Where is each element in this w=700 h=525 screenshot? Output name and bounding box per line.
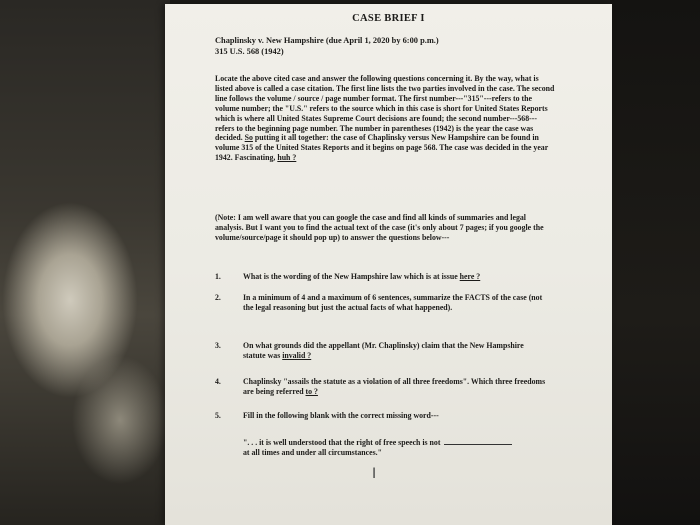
question-text: On what grounds did the appellant (Mr. Chaplinsky) claim that the New Hampshire statute was <box>243 341 524 360</box>
paragraph-so: So <box>244 133 253 143</box>
question-tail: here ? <box>459 272 481 281</box>
text-cursor-icon: I <box>372 466 377 482</box>
question-number: 5. <box>215 411 221 420</box>
question-number: 4. <box>215 377 221 386</box>
question-text: In a minimum of 4 and a maximum of 6 sentences, summarize the FACTS of the case (not the legal reasoning but just the actual facts of what happened). <box>243 293 543 312</box>
paragraph-rest: putting it all together: the case of Chaplinsky versus New Hampshire can be found in volume 315 of the United States Reports and it begins on page 568. The case was decided in the year 1942. Fascinating, <box>215 133 549 163</box>
note-paragraph: (Note: I am well aware that you can google the case and find all kinds of summaries and legal analysis. But I want you to find the actual text of the case (it's only about 7 pages; if you google the volume/source/page it should pop up) to answer the questions below--- <box>215 213 544 242</box>
case-volume: 315 U.S. 568 (1942) <box>215 47 284 56</box>
paragraph-main: Locate the above cited case and answer the following questions concerning it. By the way, what is listed above is called a case citation. The first line lists the two parties involved in the case. The second line follows the volume / source / page number format. The first number---"315"---refers to the volume number; the "U.S." refers to the source which in this case is short for United States Reports which is where all United States Supreme Court decisions are found; the second number---568---refers to the beginning page number. The number in parentheses (1942) is the year the case was decided. <box>215 74 555 143</box>
question-number: 3. <box>215 341 221 350</box>
question-tail: to ? <box>305 386 318 396</box>
page-title: CASE BRIEF I <box>352 13 425 24</box>
question-tail: invalid ? <box>282 350 312 360</box>
instructions-paragraph <box>215 74 555 163</box>
question-text: What is the wording of the New Hampshire law which is at issue <box>243 272 460 281</box>
background-right <box>610 0 700 525</box>
question-number: 2. <box>215 293 221 302</box>
question-number: 1. <box>215 272 221 281</box>
paragraph-huh: huh ? <box>277 153 297 163</box>
question-text: Chaplinsky "assails the statute as a violation of all three freedoms". Which three freedoms are being referred <box>243 377 546 396</box>
quote-part2: at all times and under all circumstances." <box>243 447 382 457</box>
fill-in-blank <box>444 436 512 445</box>
case-citation <box>215 35 439 57</box>
question-text: Fill in the following blank with the correct missing word--- <box>243 411 439 420</box>
background-left <box>0 0 170 525</box>
case-parties: Chaplinsky v. New Hampshire (due April 1, 2020 by 6:00 p.m.) <box>215 36 439 45</box>
quote-part1: ". . . it is well understood that the right of free speech is not <box>243 438 441 447</box>
document-page <box>165 4 612 525</box>
